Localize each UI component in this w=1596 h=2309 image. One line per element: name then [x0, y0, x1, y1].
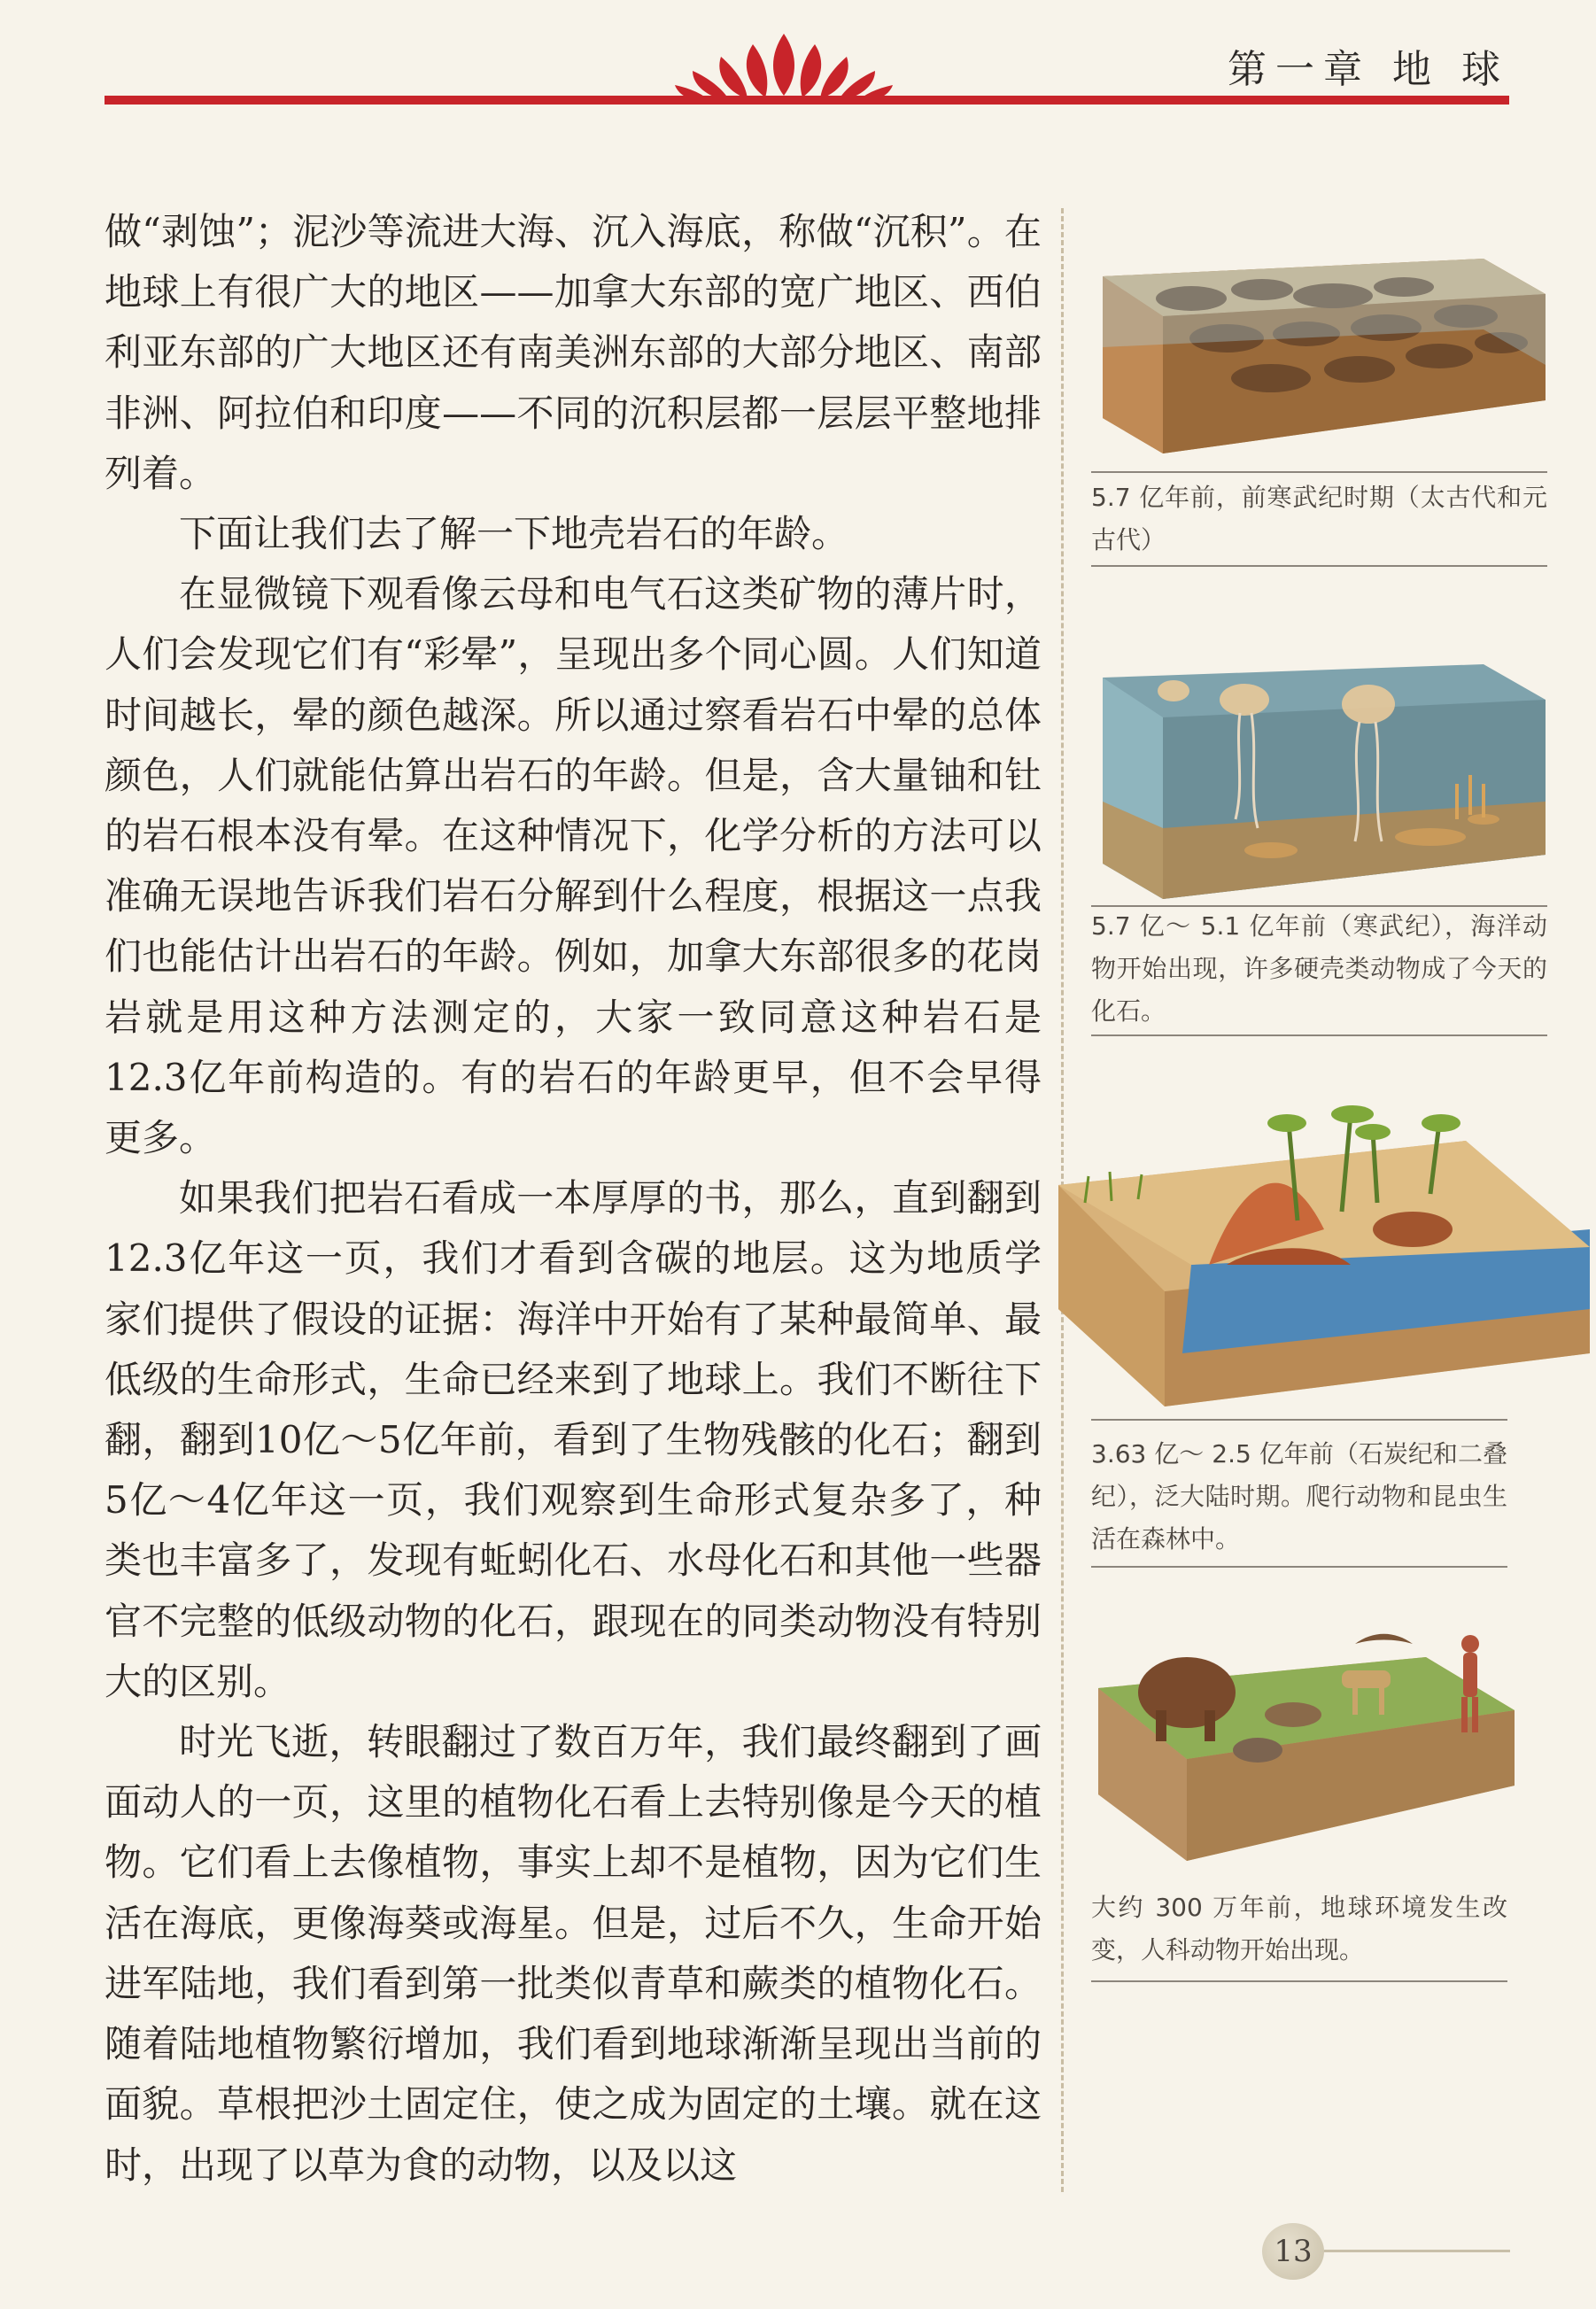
paragraph: 做“剥蚀”；泥沙等流进大海、沉入海底，称做“沉积”。在地球上有很广大的地区——加拿大东部的宽广地区、西伯利亚东部的广大地区还有南美洲东部的大部分地区、南部非洲、阿拉伯和印度——不同的沉积层都一层层平整地排列着。: [105, 210, 1042, 495]
figure-cambrian-illustration: [1094, 651, 1550, 903]
caption-rule: [1091, 1980, 1507, 1982]
caption-rule: [1091, 1034, 1547, 1036]
caption-rule: [1091, 565, 1547, 567]
paragraph: 时光飞逝，转眼翻过了数百万年，我们最终翻到了画面动人的一页，这里的植物化石看上去特别像是今天的植物。它们看上去像植物，事实上却不是植物，因为它们生活在海底，更像海葵或海星。但是，过后不久，生命开始进军陆地，我们看到第一批类似青草和蕨类的植物化石。随着陆地植物繁衍增加，我们看到地球渐渐呈现出当前的面貌。草根把沙土固定住，使之成为固定的土壤。就在这时，出现了以草为食的动物，以及以这: [105, 1720, 1042, 2187]
chapter-title: 第一章 地 球: [1228, 47, 1509, 92]
page-number: 13: [1262, 2223, 1324, 2280]
caption-rule: [1091, 1566, 1507, 1568]
caption-rule: [1091, 1419, 1507, 1421]
figure-caption: 5.7 亿～ 5.1 亿年前（寒武纪），海洋动物开始出现，许多硬壳类动物成了今天的化石。: [1091, 911, 1547, 1026]
figure-hominid-illustration: [1089, 1617, 1523, 1861]
paragraph: 在显微镜下观看像云母和电气石这类矿物的薄片时，人们会发现它们有“彩晕”，呈现出多个同心圆。人们知道时间越长，晕的颜色越深。所以通过察看岩石中晕的总体颜色，人们就能估算出岩石的年龄。但是，含大量铀和钍的岩石根本没有晕。在这种情况下，化学分析的方法可以准确无误地告诉我们岩石分解到什么程度，根据这一点我们也能估计出岩石的年龄。例如，加拿大东部很多的花岗岩就是用这种方法测定的，大家一致同意这种岩石是12.3亿年前构造的。有的岩石的年龄更早，但不会早得更多。: [105, 572, 1042, 1160]
header-ornament: [673, 27, 895, 103]
figure-caption: 大约 300 万年前，地球环境发生改变，人科动物开始出现。: [1091, 1893, 1507, 1964]
main-text: [105, 202, 1042, 2196]
figure-carboniferous-illustration: [1058, 1088, 1590, 1406]
paragraph: 下面让我们去了解一下地壳岩石的年龄。: [179, 512, 849, 556]
paragraph: 如果我们把岩石看成一本厚厚的书，那么，直到翻到12.3亿年这一页，我们才看到含碳的地层。这为地质学家们提供了假设的证据：海洋中开始有了某种最简单、最低级的生命形式，生命已经来到了地球上。我们不断往下翻，翻到10亿～5亿年前，看到了生物残骸的化石；翻到5亿～4亿年这一页，我们观察到生命形式复杂多了，种类也丰富多了，发现有蚯蚓化石、水母化石和其他一些器官不完整的低级动物的化石，跟现在的同类动物没有特别大的区别。: [105, 1176, 1042, 1703]
header-rule: [105, 96, 1509, 105]
figure-precambrian-illustration: [1094, 232, 1550, 458]
caption-rule: [1091, 471, 1547, 473]
figure-caption: 3.63 亿～ 2.5 亿年前（石炭纪和二叠纪），泛大陆时期。爬行动物和昆虫生活在森林中。: [1091, 1439, 1507, 1554]
figure-caption: 5.7 亿年前，前寒武纪时期（太古代和元古代）: [1091, 483, 1547, 554]
footer-rule: [1324, 2250, 1510, 2252]
